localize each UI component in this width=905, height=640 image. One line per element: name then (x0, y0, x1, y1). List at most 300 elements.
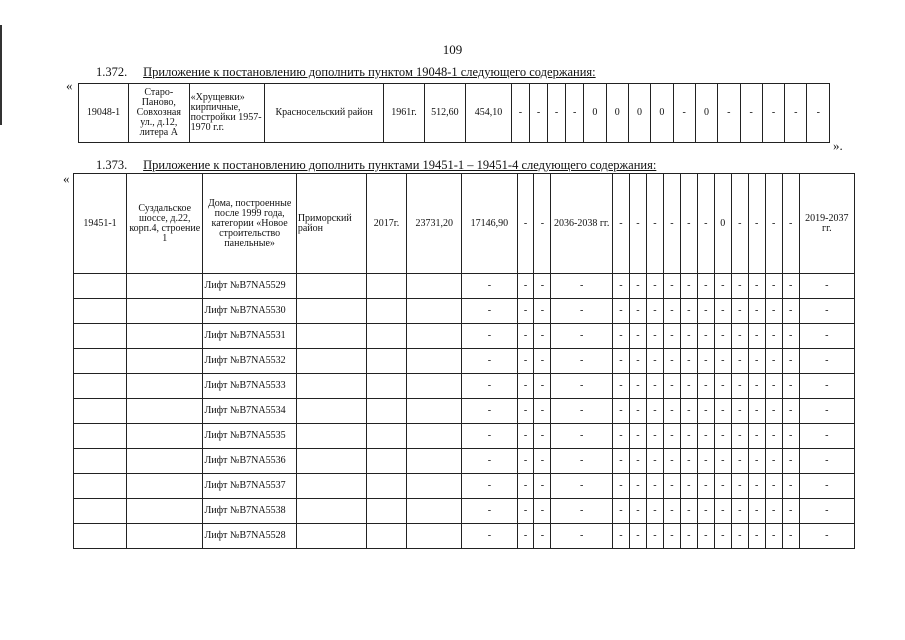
value-cell: - (782, 474, 799, 499)
value-cell: - (697, 499, 714, 524)
empty-cell (74, 324, 127, 349)
value-cell: - (517, 499, 534, 524)
value-cell: - (731, 449, 748, 474)
value-cell: - (748, 274, 765, 299)
value-cell: - (697, 424, 714, 449)
value-cell: - (765, 499, 782, 524)
value-cell: - (629, 374, 646, 399)
lift-name-cell: Лифт №B7NA5531 (203, 324, 296, 349)
empty-cell (296, 399, 366, 424)
value-cell: - (680, 374, 697, 399)
value-cell: - (680, 299, 697, 324)
value-cell: - (551, 374, 613, 399)
value-cell: - (748, 299, 765, 324)
value-cell: - (517, 274, 534, 299)
value-cell: - (731, 424, 748, 449)
value-cell: - (799, 499, 854, 524)
empty-cell (296, 324, 366, 349)
lift-name-cell: Лифт №B7NA5536 (203, 449, 296, 474)
value-cell: - (629, 299, 646, 324)
table-row (74, 274, 855, 299)
empty-cell (127, 499, 203, 524)
value-cell: - (517, 524, 534, 549)
value-cell: - (551, 274, 613, 299)
value-cell: - (646, 424, 663, 449)
empty-cell (74, 399, 127, 424)
empty-cell (74, 274, 127, 299)
value-cell: - (765, 524, 782, 549)
cell: - (731, 174, 748, 274)
section-number: 1.373. (96, 158, 128, 172)
value-cell: - (782, 424, 799, 449)
empty-cell (127, 449, 203, 474)
value-cell: - (765, 399, 782, 424)
table-row (74, 399, 855, 424)
value-cell: - (748, 424, 765, 449)
value-cell: - (462, 499, 517, 524)
value-cell: - (799, 324, 854, 349)
cell: - (629, 174, 646, 274)
cell: - (718, 84, 740, 143)
value-cell: - (551, 424, 613, 449)
lift-name-cell: Лифт №B7NA5530 (203, 299, 296, 324)
value-cell: - (714, 349, 731, 374)
empty-cell (407, 474, 462, 499)
cell: - (765, 174, 782, 274)
value-cell: - (629, 524, 646, 549)
table-19048-1 (78, 83, 830, 143)
cell: Суздальское шоссе, д.22, корп.4, строение 1 (127, 174, 203, 274)
empty-cell (127, 424, 203, 449)
value-cell: - (462, 374, 517, 399)
value-cell: - (782, 374, 799, 399)
cell: 0 (628, 84, 650, 143)
lift-name-cell: Лифт №B7NA5537 (203, 474, 296, 499)
empty-cell (366, 474, 406, 499)
open-quote: « (63, 171, 70, 186)
table-row (74, 349, 855, 374)
cell: 17146,90 (462, 174, 517, 274)
value-cell: - (782, 274, 799, 299)
empty-cell (366, 449, 406, 474)
cell: - (697, 174, 714, 274)
lift-name-cell: Лифт №B7NA5532 (203, 349, 296, 374)
table-row (74, 499, 855, 524)
empty-cell (127, 274, 203, 299)
value-cell: - (629, 474, 646, 499)
cell: 2019-2037 гг. (799, 174, 854, 274)
value-cell: - (782, 524, 799, 549)
lift-name-cell: Лифт №B7NA5528 (203, 524, 296, 549)
empty-cell (127, 374, 203, 399)
cell: 2017г. (366, 174, 406, 274)
cell: - (663, 174, 680, 274)
value-cell: - (697, 524, 714, 549)
value-cell: - (646, 449, 663, 474)
value-cell: - (799, 349, 854, 374)
value-cell: - (612, 449, 629, 474)
empty-cell (127, 399, 203, 424)
value-cell: - (629, 274, 646, 299)
value-cell: - (612, 474, 629, 499)
value-cell: - (629, 449, 646, 474)
empty-cell (127, 299, 203, 324)
value-cell: - (714, 324, 731, 349)
value-cell: - (697, 274, 714, 299)
value-cell: - (731, 399, 748, 424)
value-cell: - (782, 349, 799, 374)
section-heading-1372 (96, 65, 596, 80)
cell: Приморский район (296, 174, 366, 274)
empty-cell (366, 499, 406, 524)
empty-cell (366, 324, 406, 349)
empty-cell (74, 524, 127, 549)
value-cell: - (612, 349, 629, 374)
value-cell: - (748, 524, 765, 549)
value-cell: - (517, 299, 534, 324)
value-cell: - (714, 499, 731, 524)
value-cell: - (731, 499, 748, 524)
value-cell: - (663, 324, 680, 349)
value-cell: - (663, 424, 680, 449)
value-cell: - (697, 324, 714, 349)
cell: - (534, 174, 551, 274)
cell: - (762, 84, 784, 143)
cell: - (785, 84, 807, 143)
value-cell: - (663, 474, 680, 499)
cell: Старо-Паново, Совхозная ул., д.12, литера А (128, 84, 189, 143)
value-cell: - (765, 349, 782, 374)
value-cell: - (748, 474, 765, 499)
value-cell: - (731, 274, 748, 299)
value-cell: - (799, 474, 854, 499)
value-cell: - (714, 474, 731, 499)
value-cell: - (612, 299, 629, 324)
empty-cell (407, 274, 462, 299)
value-cell: - (612, 324, 629, 349)
empty-cell (407, 524, 462, 549)
empty-cell (74, 374, 127, 399)
table-row (74, 524, 855, 549)
empty-cell (366, 299, 406, 324)
value-cell: - (534, 324, 551, 349)
value-cell: - (534, 399, 551, 424)
value-cell: - (534, 449, 551, 474)
value-cell: - (462, 474, 517, 499)
value-cell: - (680, 449, 697, 474)
empty-cell (407, 424, 462, 449)
value-cell: - (629, 324, 646, 349)
cell: Дома, построенные после 1999 года, категории «Новое строительство панельные» (203, 174, 296, 274)
value-cell: - (663, 374, 680, 399)
value-cell: - (765, 449, 782, 474)
table-row (74, 299, 855, 324)
value-cell: - (765, 474, 782, 499)
table-row (74, 424, 855, 449)
value-cell: - (612, 524, 629, 549)
value-cell: - (663, 399, 680, 424)
empty-cell (407, 324, 462, 349)
value-cell: - (462, 274, 517, 299)
lift-name-cell: Лифт №B7NA5529 (203, 274, 296, 299)
value-cell: - (534, 499, 551, 524)
cell: 19048-1 (79, 84, 129, 143)
value-cell: - (534, 299, 551, 324)
cell: 23731,20 (407, 174, 462, 274)
value-cell: - (629, 399, 646, 424)
empty-cell (407, 499, 462, 524)
value-cell: - (731, 349, 748, 374)
value-cell: - (799, 424, 854, 449)
table-row (74, 374, 855, 399)
table-19451 (73, 173, 855, 549)
empty-cell (74, 499, 127, 524)
cell: 19451-1 (74, 174, 127, 274)
empty-cell (366, 524, 406, 549)
lift-name-cell: Лифт №B7NA5534 (203, 399, 296, 424)
value-cell: - (462, 299, 517, 324)
empty-cell (366, 274, 406, 299)
value-cell: - (799, 274, 854, 299)
value-cell: - (697, 349, 714, 374)
value-cell: - (731, 474, 748, 499)
cell: - (566, 84, 584, 143)
value-cell: - (680, 499, 697, 524)
value-cell: - (534, 424, 551, 449)
value-cell: - (517, 324, 534, 349)
value-cell: - (517, 399, 534, 424)
cell: 0 (606, 84, 628, 143)
empty-cell (296, 424, 366, 449)
value-cell: - (517, 424, 534, 449)
empty-cell (296, 474, 366, 499)
cell: - (680, 174, 697, 274)
value-cell: - (697, 449, 714, 474)
value-cell: - (646, 524, 663, 549)
value-cell: - (697, 299, 714, 324)
open-quote: « (66, 78, 73, 93)
cell: - (807, 84, 830, 143)
cell: - (612, 174, 629, 274)
value-cell: - (462, 524, 517, 549)
value-cell: - (646, 274, 663, 299)
empty-cell (407, 399, 462, 424)
value-cell: - (731, 299, 748, 324)
empty-cell (296, 349, 366, 374)
cell: Красносельский район (265, 84, 384, 143)
value-cell: - (646, 349, 663, 374)
value-cell: - (663, 349, 680, 374)
value-cell: - (663, 449, 680, 474)
empty-cell (74, 299, 127, 324)
value-cell: - (534, 524, 551, 549)
value-cell: - (731, 524, 748, 549)
value-cell: - (462, 324, 517, 349)
empty-cell (74, 424, 127, 449)
table-row (74, 324, 855, 349)
cell: - (748, 174, 765, 274)
value-cell: - (680, 524, 697, 549)
close-quote: ». (833, 138, 843, 153)
empty-cell (407, 374, 462, 399)
value-cell: - (646, 474, 663, 499)
empty-cell (127, 524, 203, 549)
empty-cell (74, 474, 127, 499)
value-cell: - (551, 324, 613, 349)
value-cell: - (731, 324, 748, 349)
value-cell: - (534, 274, 551, 299)
value-cell: - (748, 449, 765, 474)
value-cell: - (612, 399, 629, 424)
empty-cell (366, 349, 406, 374)
value-cell: - (462, 349, 517, 374)
value-cell: - (663, 499, 680, 524)
binding-mark (0, 25, 2, 125)
value-cell: - (714, 274, 731, 299)
cell: «Хрущевки» кирпичные, постройки 1957-1970 г.г. (189, 84, 265, 143)
empty-cell (296, 449, 366, 474)
cell: - (782, 174, 799, 274)
value-cell: - (629, 424, 646, 449)
empty-cell (74, 449, 127, 474)
value-cell: - (782, 299, 799, 324)
value-cell: - (765, 274, 782, 299)
page-number: 109 (442, 42, 463, 57)
table-row (74, 474, 855, 499)
value-cell: - (697, 474, 714, 499)
section-heading-1373 (96, 158, 656, 173)
value-cell: - (663, 299, 680, 324)
value-cell: - (646, 374, 663, 399)
value-cell: - (714, 374, 731, 399)
empty-cell (407, 449, 462, 474)
value-cell: - (697, 374, 714, 399)
value-cell: - (782, 324, 799, 349)
cell: 512,60 (424, 84, 465, 143)
empty-cell (296, 274, 366, 299)
value-cell: - (697, 399, 714, 424)
value-cell: - (731, 374, 748, 399)
value-cell: - (646, 399, 663, 424)
empty-cell (296, 299, 366, 324)
table-row-main (74, 174, 855, 274)
value-cell: - (629, 349, 646, 374)
cell: 0 (695, 84, 717, 143)
value-cell: - (612, 424, 629, 449)
value-cell: - (551, 474, 613, 499)
empty-cell (127, 324, 203, 349)
value-cell: - (534, 349, 551, 374)
value-cell: - (551, 299, 613, 324)
value-cell: - (680, 324, 697, 349)
cell: - (511, 84, 529, 143)
empty-cell (74, 349, 127, 374)
value-cell: - (612, 374, 629, 399)
value-cell: - (714, 299, 731, 324)
value-cell: - (612, 274, 629, 299)
value-cell: - (462, 449, 517, 474)
empty-cell (366, 374, 406, 399)
value-cell: - (782, 399, 799, 424)
value-cell: - (612, 499, 629, 524)
section-number: 1.372. (96, 65, 128, 79)
value-cell: - (462, 399, 517, 424)
cell: 0 (584, 84, 606, 143)
value-cell: - (534, 374, 551, 399)
value-cell: - (551, 524, 613, 549)
cell: - (740, 84, 762, 143)
value-cell: - (517, 349, 534, 374)
value-cell: - (799, 374, 854, 399)
empty-cell (407, 299, 462, 324)
value-cell: - (782, 499, 799, 524)
value-cell: - (646, 499, 663, 524)
value-cell: - (714, 424, 731, 449)
value-cell: - (462, 424, 517, 449)
section-text: Приложение к постановлению дополнить пунктом 19048-1 следующего содержания: (143, 65, 596, 79)
value-cell: - (765, 299, 782, 324)
cell: 454,10 (466, 84, 512, 143)
lift-name-cell: Лифт №B7NA5533 (203, 374, 296, 399)
value-cell: - (714, 524, 731, 549)
value-cell: - (663, 274, 680, 299)
table-row (79, 84, 830, 143)
value-cell: - (517, 449, 534, 474)
value-cell: - (799, 299, 854, 324)
cell: - (646, 174, 663, 274)
cell: - (548, 84, 566, 143)
empty-cell (366, 399, 406, 424)
value-cell: - (765, 324, 782, 349)
value-cell: - (551, 449, 613, 474)
value-cell: - (646, 324, 663, 349)
value-cell: - (517, 474, 534, 499)
value-cell: - (551, 349, 613, 374)
value-cell: - (680, 349, 697, 374)
cell: - (517, 174, 534, 274)
value-cell: - (782, 449, 799, 474)
value-cell: - (629, 499, 646, 524)
value-cell: - (517, 374, 534, 399)
value-cell: - (748, 324, 765, 349)
value-cell: - (551, 399, 613, 424)
value-cell: - (748, 499, 765, 524)
value-cell: - (748, 374, 765, 399)
empty-cell (407, 349, 462, 374)
cell: 1961г. (384, 84, 424, 143)
value-cell: - (551, 499, 613, 524)
value-cell: - (799, 449, 854, 474)
table-row (74, 449, 855, 474)
cell: 0 (714, 174, 731, 274)
value-cell: - (714, 399, 731, 424)
lift-name-cell: Лифт №B7NA5538 (203, 499, 296, 524)
value-cell: - (646, 299, 663, 324)
empty-cell (296, 374, 366, 399)
value-cell: - (680, 474, 697, 499)
value-cell: - (680, 274, 697, 299)
value-cell: - (799, 399, 854, 424)
section-text: Приложение к постановлению дополнить пунктами 19451-1 – 19451-4 следующего содержания: (143, 158, 657, 172)
cell: 0 (651, 84, 673, 143)
value-cell: - (765, 374, 782, 399)
lift-name-cell: Лифт №B7NA5535 (203, 424, 296, 449)
empty-cell (127, 474, 203, 499)
empty-cell (296, 524, 366, 549)
value-cell: - (680, 424, 697, 449)
empty-cell (366, 424, 406, 449)
value-cell: - (799, 524, 854, 549)
